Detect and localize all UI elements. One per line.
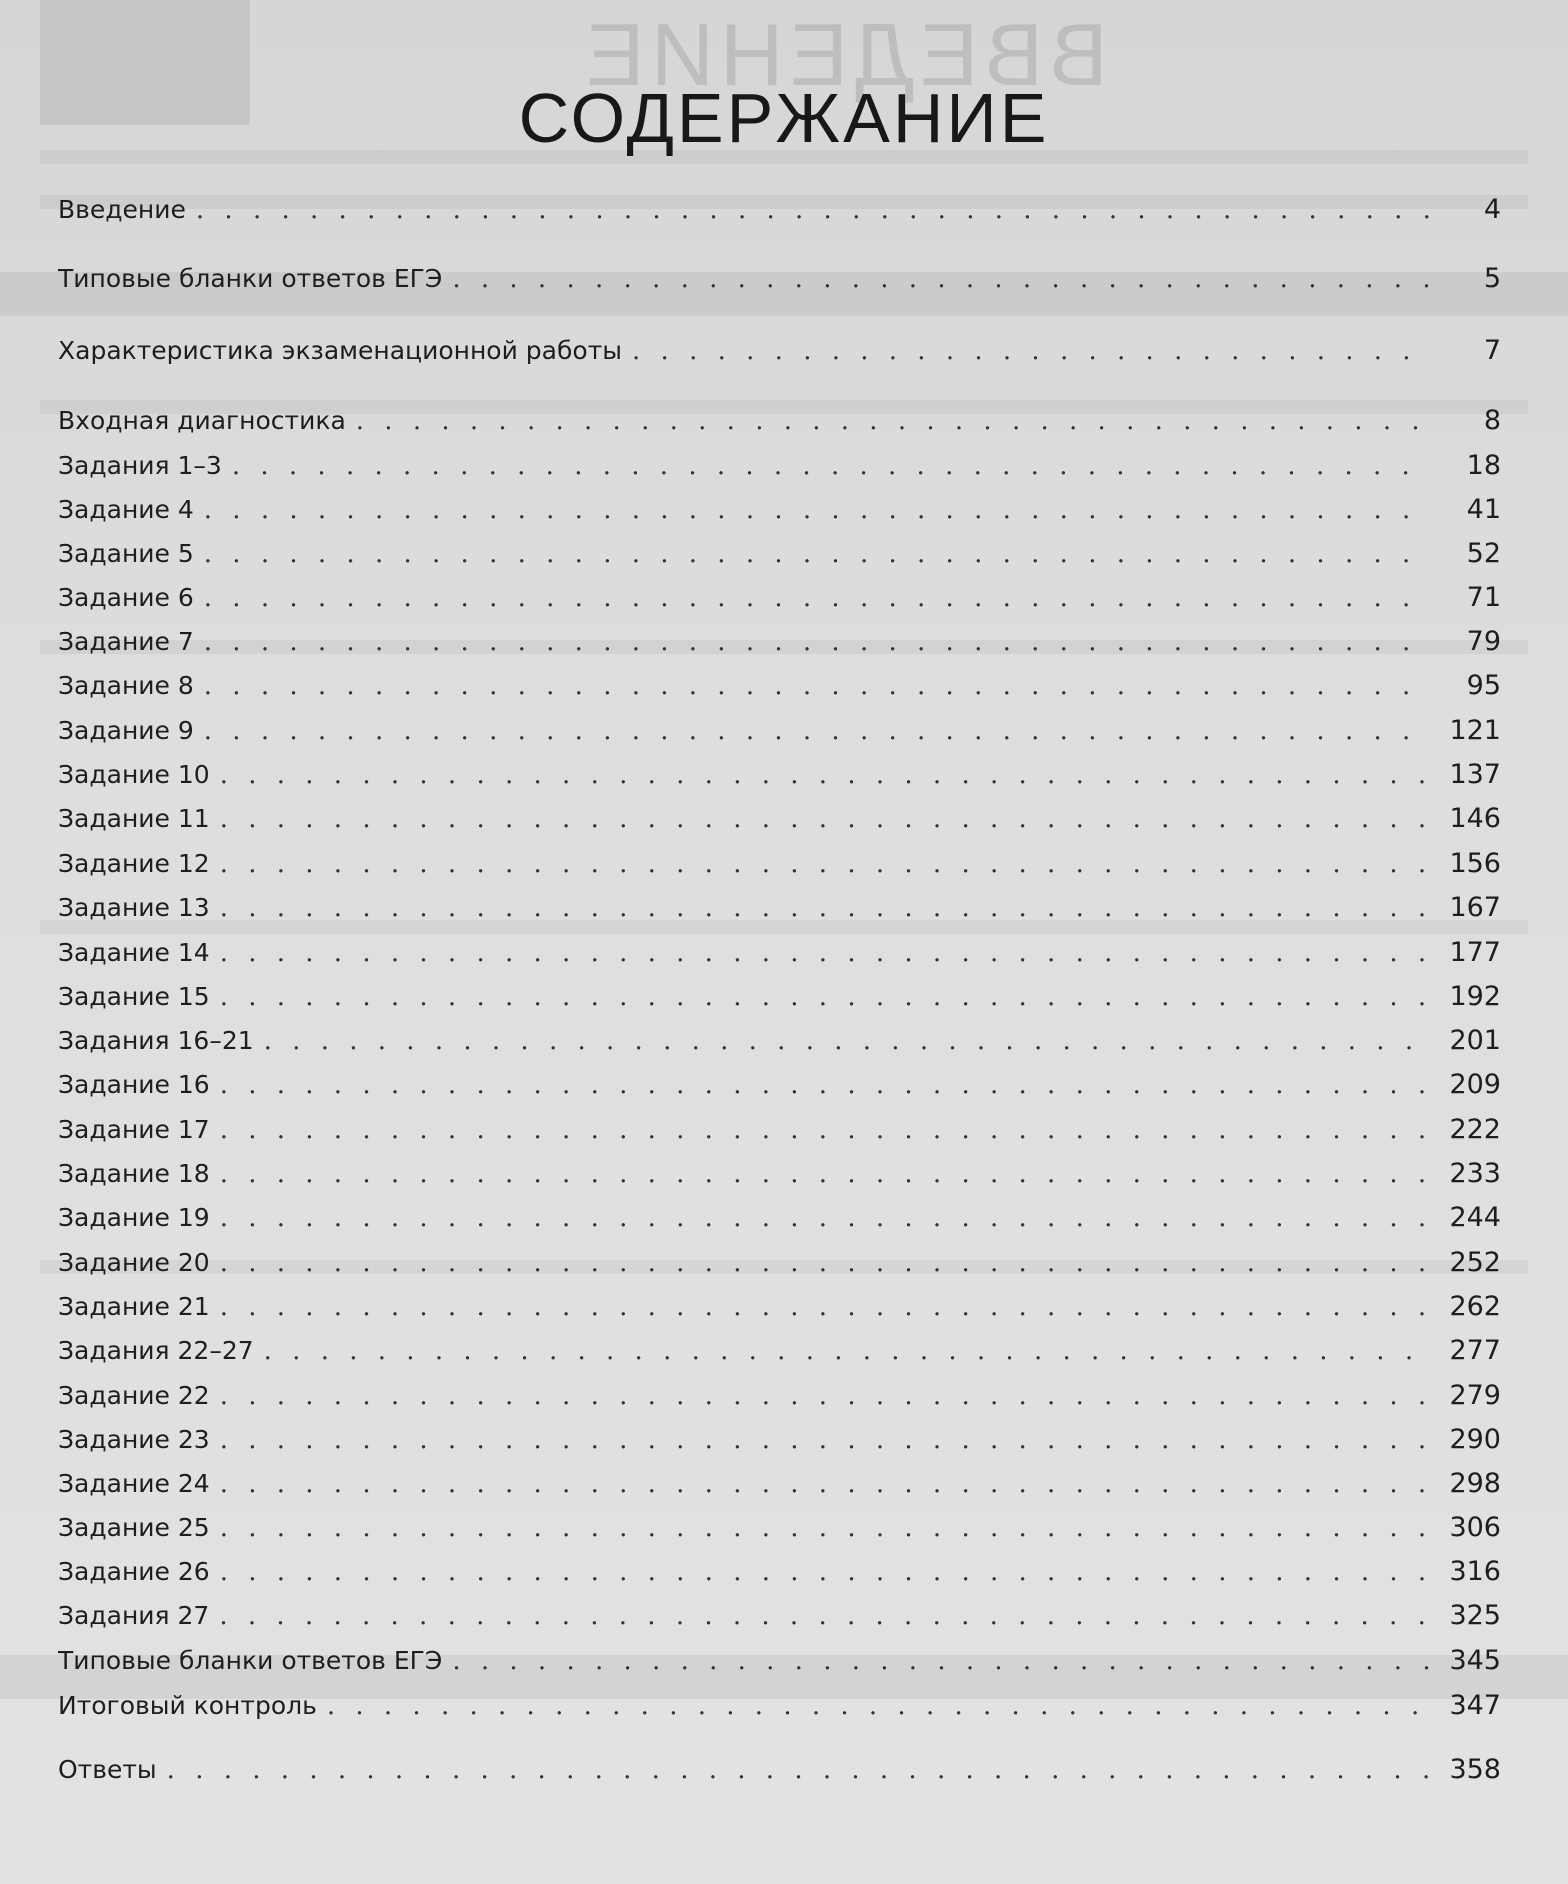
dot-leader: [204, 490, 1431, 530]
toc-entry: [58, 1243, 1501, 1283]
dot-leader: [220, 977, 1431, 1017]
toc-entry-label: Задание 11: [58, 804, 210, 833]
toc-entry-label: Итоговый контроль: [58, 1691, 317, 1720]
toc-entry-label: Ответы: [58, 1755, 157, 1784]
toc-entry-page-number: 279: [1449, 1380, 1501, 1411]
dot-leader: [220, 1198, 1431, 1238]
dot-leader: [220, 1243, 1431, 1283]
toc-entry-label: Задания 1–3: [58, 451, 222, 480]
toc-entry-page-number: 167: [1449, 892, 1501, 923]
toc-entry-label: Задание 21: [58, 1292, 210, 1321]
dot-leader: [452, 1641, 1431, 1681]
toc-entry: [58, 888, 1501, 928]
toc-entry-label: Задание 17: [58, 1115, 210, 1144]
toc-entry-label: Типовые бланки ответов ЕГЭ: [58, 1646, 443, 1675]
toc-entry: [58, 331, 1501, 371]
dot-leader: [219, 1596, 1431, 1636]
toc-entry: [58, 622, 1501, 662]
toc-entry: [58, 259, 1501, 299]
toc-entry-page-number: 201: [1449, 1025, 1501, 1056]
toc-entry-label: Задание 16: [58, 1070, 210, 1099]
toc-entry-page-number: 4: [1483, 194, 1501, 225]
toc-entry: [58, 666, 1501, 706]
dot-leader: [167, 1750, 1431, 1790]
toc-entry: [58, 1331, 1501, 1371]
dot-leader: [452, 259, 1431, 299]
toc-entry-label: Задание 23: [58, 1425, 210, 1454]
toc-entry-page-number: 345: [1449, 1645, 1501, 1676]
toc-entry-page-number: 52: [1466, 538, 1501, 569]
dot-leader: [220, 1464, 1431, 1504]
toc-entry: [58, 1552, 1501, 1592]
toc-entry-label: Задание 19: [58, 1203, 210, 1232]
toc-entry: [58, 1420, 1501, 1460]
toc-entry-label: Задание 4: [58, 495, 194, 524]
dot-leader: [232, 446, 1431, 486]
toc-entry-page-number: 277: [1449, 1335, 1501, 1366]
dot-leader: [632, 331, 1431, 371]
toc-entry-page-number: 137: [1449, 759, 1501, 790]
toc-entry-page-number: 71: [1466, 582, 1501, 613]
toc-entry: [58, 1110, 1501, 1150]
toc-entry-page-number: 209: [1449, 1069, 1501, 1100]
toc-entry: [58, 1198, 1501, 1238]
toc-entry: [58, 1641, 1501, 1681]
toc-entry-label: Введение: [58, 195, 186, 224]
toc-entry: [58, 844, 1501, 884]
toc-entry: [58, 711, 1501, 751]
dot-leader: [220, 1110, 1431, 1150]
toc-entry-label: Задание 9: [58, 716, 194, 745]
toc-entry-page-number: 262: [1449, 1291, 1501, 1322]
page-title: СОДЕРЖАНИЕ: [518, 79, 1050, 157]
toc-entry: [58, 1750, 1501, 1790]
toc-entry-page-number: 7: [1483, 335, 1501, 366]
toc-entry-page-number: 95: [1466, 670, 1501, 701]
toc-entry-label: Типовые бланки ответов ЕГЭ: [58, 264, 443, 293]
toc-entry: [58, 1508, 1501, 1548]
dot-leader: [264, 1021, 1431, 1061]
dot-leader: [204, 578, 1431, 618]
toc-entry-page-number: 244: [1449, 1202, 1501, 1233]
toc-entry: [58, 1464, 1501, 1504]
toc-entry-page-number: 18: [1466, 450, 1501, 481]
toc-entry-page-number: 347: [1449, 1690, 1501, 1721]
toc-entry: [58, 933, 1501, 973]
toc-entry: [58, 534, 1501, 574]
dot-leader: [196, 190, 1431, 230]
toc-entry-label: Задание 22: [58, 1381, 210, 1410]
toc-entry-page-number: 290: [1449, 1424, 1501, 1455]
dot-leader: [204, 534, 1431, 574]
toc-entry: [58, 1021, 1501, 1061]
toc-entry-page-number: 358: [1449, 1754, 1501, 1785]
toc-entry-label: Задание 24: [58, 1469, 210, 1498]
toc-entry: [58, 1596, 1501, 1636]
toc-entry-page-number: 41: [1466, 494, 1501, 525]
toc-entry-page-number: 8: [1483, 405, 1501, 436]
dot-leader: [204, 711, 1431, 751]
dot-leader: [220, 1508, 1431, 1548]
dot-leader: [220, 1065, 1431, 1105]
dot-leader: [220, 1154, 1431, 1194]
toc-entry: [58, 578, 1501, 618]
toc-entry: [58, 190, 1501, 230]
toc-entry-label: Задание 20: [58, 1248, 210, 1277]
toc-entry: [58, 1287, 1501, 1327]
toc-entry-page-number: 233: [1449, 1158, 1501, 1189]
toc-entry: [58, 755, 1501, 795]
toc-entry-label: Задания 22–27: [58, 1336, 254, 1365]
toc-entry: [58, 1376, 1501, 1416]
dot-leader: [220, 844, 1431, 884]
toc-entry-label: Задание 26: [58, 1557, 210, 1586]
dot-leader: [220, 1420, 1431, 1460]
toc-entry: [58, 1065, 1501, 1105]
toc-entry-label: Задание 7: [58, 627, 194, 656]
toc-entry-label: Задание 6: [58, 583, 194, 612]
toc-entry-label: Задания 27: [58, 1601, 210, 1630]
toc-entry-page-number: 316: [1449, 1556, 1501, 1587]
toc-entry-label: Характеристика экзаменационной работы: [58, 336, 623, 365]
dot-leader: [204, 666, 1431, 706]
dot-leader: [264, 1331, 1431, 1371]
dot-leader: [220, 933, 1431, 973]
toc-entry-label: Задание 13: [58, 893, 210, 922]
toc-entry-label: Входная диагностика: [58, 406, 346, 435]
toc-entry-label: Задание 14: [58, 938, 210, 967]
dot-leader: [220, 888, 1431, 928]
toc-entry-page-number: 177: [1449, 937, 1501, 968]
dot-leader: [327, 1686, 1431, 1726]
toc-entry-page-number: 252: [1449, 1247, 1501, 1278]
dot-leader: [220, 1552, 1431, 1592]
toc-entry-label: Задание 10: [58, 760, 210, 789]
toc-entry-label: Задание 5: [58, 539, 194, 568]
dot-leader: [220, 1287, 1431, 1327]
dot-leader: [356, 401, 1431, 441]
toc-entry-label: Задание 8: [58, 671, 194, 700]
toc-entry-page-number: 192: [1449, 981, 1501, 1012]
toc-entry-label: Задание 12: [58, 849, 210, 878]
toc-entry-page-number: 222: [1449, 1114, 1501, 1145]
toc-entry-label: Задание 15: [58, 982, 210, 1011]
toc-entry-page-number: 325: [1449, 1600, 1501, 1631]
toc-entry: [58, 490, 1501, 530]
toc-entry: [58, 977, 1501, 1017]
toc-entry-label: Задания 16–21: [58, 1026, 254, 1055]
toc-entry-label: Задание 18: [58, 1159, 210, 1188]
toc-entry-label: Задание 25: [58, 1513, 210, 1542]
bleed-through-heading: ВВЕДЕНИЕ: [580, 5, 1108, 104]
dot-leader: [204, 622, 1431, 662]
toc-entry-page-number: 79: [1466, 626, 1501, 657]
toc-entry: [58, 401, 1501, 441]
toc-entry: [58, 1686, 1501, 1726]
toc-entry-page-number: 298: [1449, 1468, 1501, 1499]
toc-entry-page-number: 121: [1449, 715, 1501, 746]
toc-entry-page-number: 146: [1449, 803, 1501, 834]
toc-entry-page-number: 306: [1449, 1512, 1501, 1543]
toc-entry-page-number: 156: [1449, 848, 1501, 879]
dot-leader: [220, 1376, 1431, 1416]
toc-entry: [58, 799, 1501, 839]
toc-entry: [58, 1154, 1501, 1194]
toc-entry-page-number: 5: [1483, 263, 1501, 294]
dot-leader: [220, 799, 1431, 839]
dot-leader: [220, 755, 1431, 795]
toc-entry: [58, 446, 1501, 486]
